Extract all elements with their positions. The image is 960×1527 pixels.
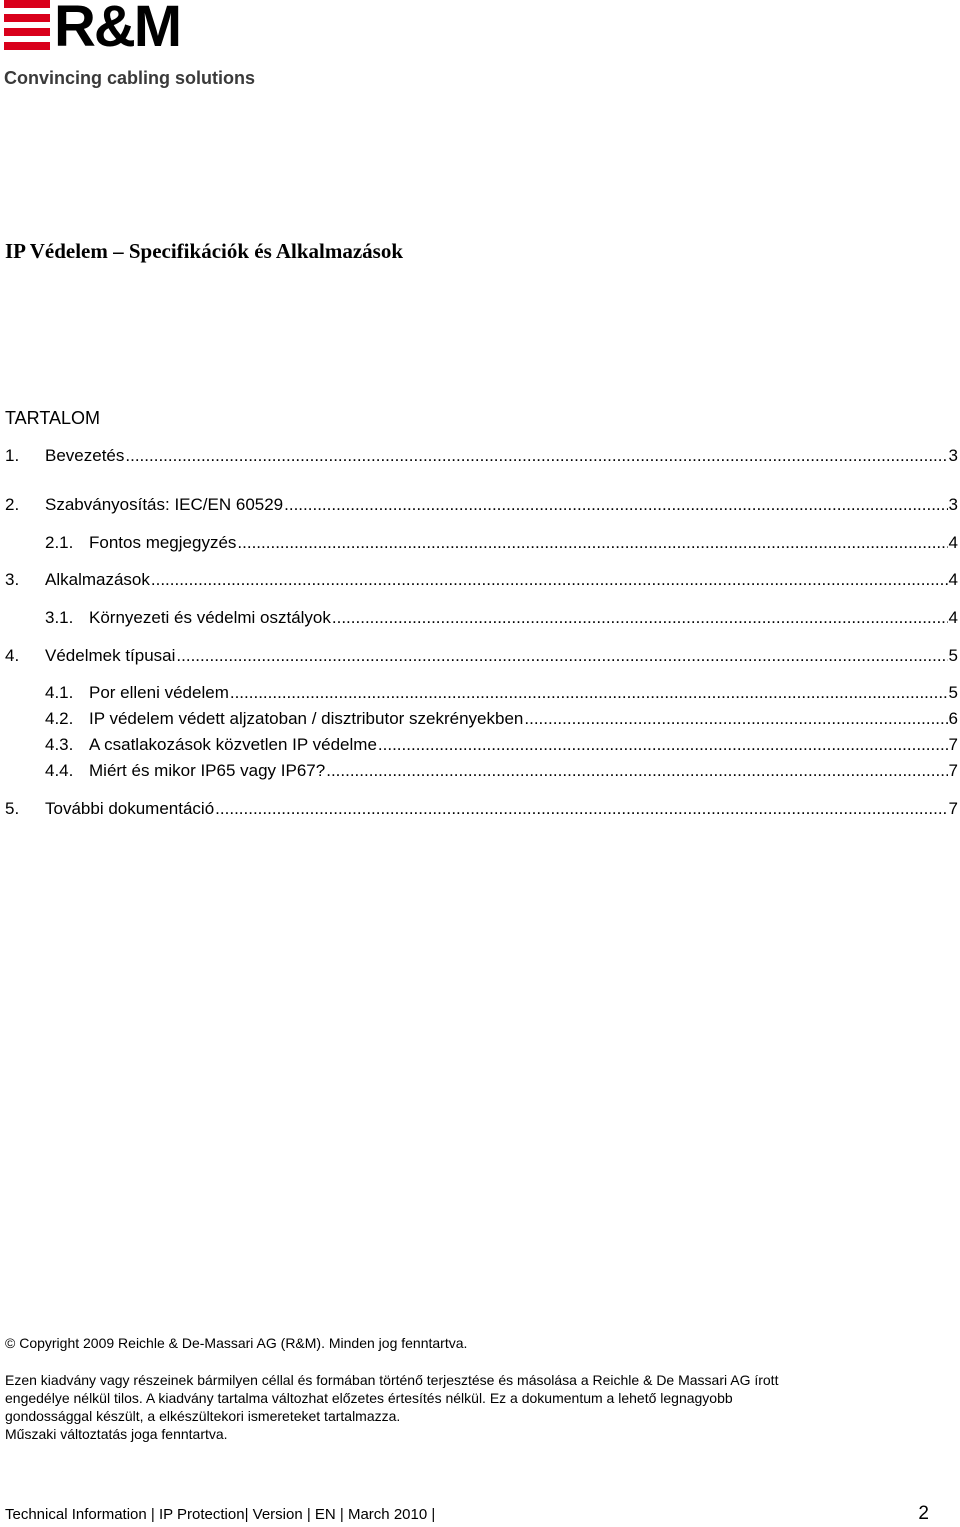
- toc-entry-number: 4.4.: [45, 761, 74, 780]
- document-title: IP Védelem – Specifikációk és Alkalmazások: [5, 239, 404, 263]
- toc-entry-number: 3.1.: [45, 608, 74, 627]
- toc-entry-label: Miért és mikor IP65 vagy IP67?: [89, 761, 326, 780]
- toc-entry-page: 4: [948, 570, 958, 589]
- toc-entry-page: 4: [948, 608, 958, 627]
- toc-entry-number: 4.3.: [45, 735, 74, 754]
- toc-entry-4-4[interactable]: [45, 761, 958, 785]
- toc-entry-label: További dokumentáció: [45, 799, 215, 818]
- toc-entry-4[interactable]: [5, 646, 958, 670]
- toc-entry-page: 7: [948, 799, 958, 818]
- toc-entry-page: 4: [948, 533, 958, 552]
- legal-line: Ezen kiadvány vagy részeinek bármilyen céllal és formában történő terjesztése és másolása a Reichle & De Massari AG írott: [5, 1372, 779, 1388]
- toc-entry-4-1[interactable]: [45, 683, 958, 707]
- toc-entry-label: Védelmek típusai: [45, 646, 176, 665]
- toc-entry-4-3[interactable]: [45, 735, 958, 759]
- toc-entry-page: 6: [948, 709, 958, 728]
- toc-entry-label: A csatlakozások közvetlen IP védelme: [89, 735, 377, 754]
- toc-heading: TARTALOM: [5, 408, 101, 428]
- toc-entry-label: Szabványosítás: IEC/EN 60529: [45, 495, 284, 514]
- toc-entry-number: 3.: [5, 570, 20, 589]
- brand-tagline: Convincing cabling solutions: [4, 68, 256, 88]
- toc-dot-leader: [326, 761, 947, 781]
- brand-wordmark: R&M: [54, 0, 181, 59]
- toc-entry-label: Fontos megjegyzés: [89, 533, 237, 552]
- toc-entry-3[interactable]: [5, 570, 958, 594]
- toc-entry-page: 5: [948, 646, 958, 665]
- toc-entry-label: Környezeti és védelmi osztályok: [89, 608, 331, 627]
- toc-entry-5[interactable]: [5, 799, 958, 823]
- toc-entry-page: 3: [948, 495, 958, 514]
- toc-entry-3-1[interactable]: [45, 608, 958, 632]
- toc-dot-leader: [284, 495, 947, 515]
- toc-dot-leader: [151, 570, 948, 590]
- toc-entry-label: IP védelem védett aljzatoban / disztributor szekrényekben: [89, 709, 524, 728]
- page-number: 2: [918, 1503, 929, 1524]
- toc-entry-page: 5: [948, 683, 958, 702]
- legal-line: gondossággal készült, a elkészültekori ismereteket tartalmazza.: [5, 1408, 401, 1424]
- toc-entry-number: 1.: [5, 446, 20, 465]
- toc-entry-number: 4.1.: [45, 683, 74, 702]
- copyright-notice: © Copyright 2009 Reichle & De-Massari AG (R&M). Minden jog fenntartva.: [5, 1335, 468, 1351]
- toc-entry-number: 4.2.: [45, 709, 74, 728]
- toc-entry-label: Bevezetés: [45, 446, 125, 465]
- legal-line: Műszaki változtatás joga fenntartva.: [5, 1426, 228, 1442]
- toc-entry-page: 3: [948, 446, 958, 465]
- toc-dot-leader: [176, 646, 947, 666]
- logo-stripes-icon: [4, 0, 54, 52]
- toc-entry-number: 2.1.: [45, 533, 74, 552]
- toc-dot-leader: [237, 533, 947, 553]
- toc-entry-number: 5.: [5, 799, 20, 818]
- toc-entry-label: Alkalmazások: [45, 570, 150, 589]
- page-footer: Technical Information | IP Protection| Version | EN | March 2010 |: [5, 1506, 436, 1523]
- legal-notice: [5, 1371, 905, 1443]
- toc-entry-number: 2.: [5, 495, 20, 514]
- toc-entry-4-2[interactable]: [45, 709, 958, 733]
- legal-line: engedélye nélkül tilos. A kiadvány tartalma változhat előzetes értesítés nélkül. Ez a dokumentum a lehető legnagyobb: [5, 1390, 733, 1406]
- toc-dot-leader: [332, 608, 948, 628]
- toc-dot-leader: [125, 446, 947, 466]
- toc-entry-1[interactable]: [5, 446, 958, 470]
- toc-entry-number: 4.: [5, 646, 20, 665]
- toc-dot-leader: [524, 709, 947, 729]
- toc-entry-2[interactable]: [5, 495, 958, 519]
- toc-entry-page: 7: [948, 735, 958, 754]
- toc-entry-label: Por elleni védelem: [89, 683, 229, 702]
- toc-dot-leader: [378, 735, 948, 755]
- toc-dot-leader: [230, 683, 948, 703]
- toc-dot-leader: [215, 799, 947, 819]
- toc-entry-page: 7: [948, 761, 958, 780]
- toc-entry-2-1[interactable]: [45, 533, 958, 557]
